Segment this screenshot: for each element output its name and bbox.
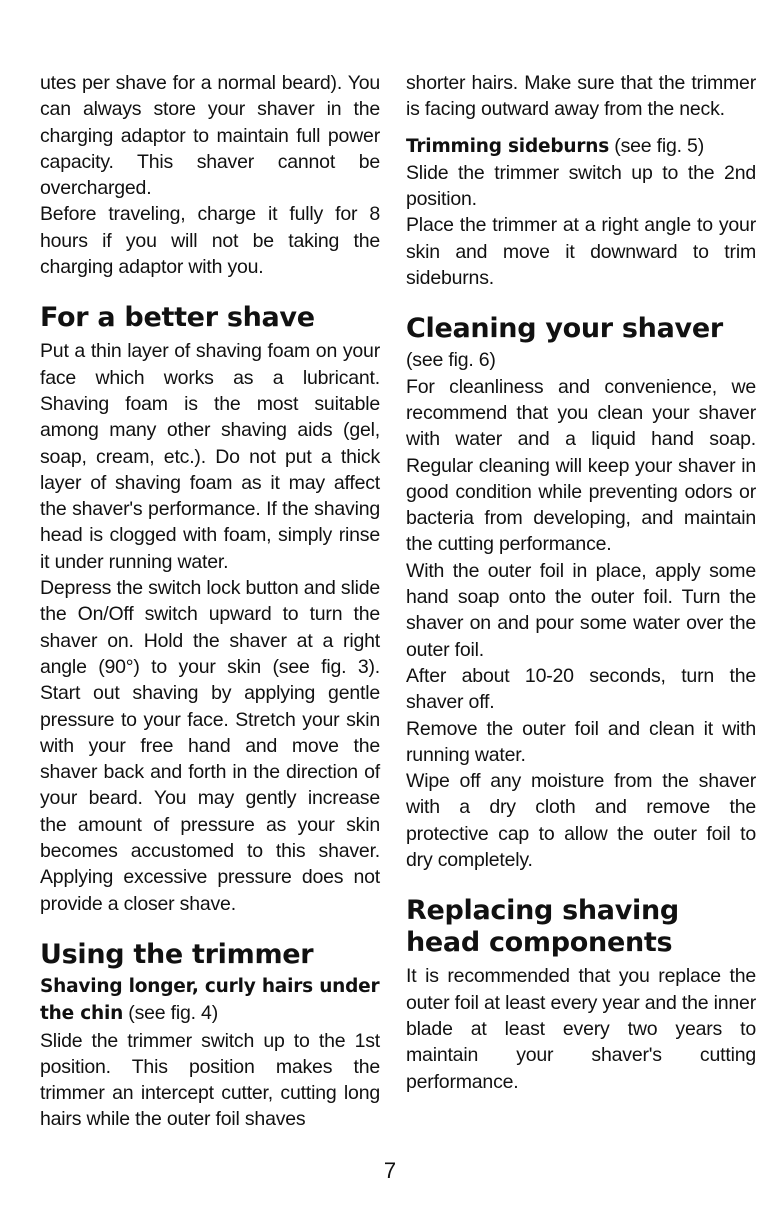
trimmer-paragraph-continued: shorter hairs. Make sure that the trimmer is facing outward away from the neck. xyxy=(406,72,756,121)
subhead-curly-hairs-figure-ref: (see fig. 4) xyxy=(123,1002,219,1025)
better-shave-paragraph-foam: Put a thin layer of shaving foam on your face which works as a lubricant. Shaving foam is the most suitable among many other shaving aids (gel, soap, cream, etc.). Do not put a thick layer of shaving foam as it may affect the shaver's performance. If the shaving head is clogged with foam, simply rinse it under running water. xyxy=(40,340,380,573)
cleaning-paragraph-recommendation: For cleanliness and convenience, we recommend that you clean your shaver with water and a liquid hand soap. Regular cleaning will keep your shaver in good condition while preventing odors or bacteria from developing, and maintain the cutting performance. xyxy=(406,375,756,556)
heading-cleaning-shaver: Cleaning your shaver xyxy=(406,313,723,345)
replacing-paragraph-recommendation: It is recommended that you replace the outer foil at least every year and the inner blade at least every two years to maintain your shaver's cutting performance. xyxy=(406,965,756,1093)
subhead-curly-hairs: Shaving longer, curly hairs under the chin xyxy=(40,975,380,1025)
cleaning-paragraph-remove-foil: Remove the outer foil and clean it with running water. xyxy=(406,717,756,766)
cleaning-figure-ref: (see fig. 6) xyxy=(406,349,496,372)
subhead-sideburns-figure-ref: (see fig. 5) xyxy=(609,134,705,157)
heading-replacing-components: Replacing shaving head components xyxy=(406,895,679,959)
heading-better-shave: For a better shave xyxy=(40,302,315,334)
heading-using-trimmer: Using the trimmer xyxy=(40,938,314,970)
trimmer-paragraph-first-position: Slide the trimmer switch up to the 1st position. This position makes the trimmer an intercept cutter, cutting long hairs while the outer foil shaves xyxy=(40,1029,380,1131)
cleaning-paragraph-dry: Wipe off any moisture from the shaver with a dry cloth and remove the protective cap to allow the outer foil to dry completely. xyxy=(406,770,756,872)
intro-paragraph-traveling: Before traveling, charge it fully for 8 hours if you will not be taking the charging adaptor with you. xyxy=(40,203,380,279)
right-column xyxy=(406,70,756,1095)
cleaning-paragraph-turn-off: After about 10-20 seconds, turn the shaver off. xyxy=(406,664,756,714)
intro-paragraph-storage: utes per shave for a normal beard). You can always store your shaver in the charging adaptor to maintain full power capacity. This shaver cannot be overcharged. xyxy=(40,72,380,200)
better-shave-paragraph-technique: Depress the switch lock button and slide the On/Off switch upward to turn the shaver on. Hold the shaver at a right angle (90°) to your skin (see fig. 3). Start out shaving by applying gentle pressure to your face. Stretch your skin with your free hand and move the shaver back and forth in the direction of your beard. You may gently increase the amount of pressure as your skin becomes accustomed to this shaver. Applying excessive pressure does not provide a closer shave. xyxy=(40,577,380,915)
sideburns-paragraph-second-position: Slide the trimmer switch up to the 2nd position. xyxy=(406,161,756,211)
cleaning-paragraph-soap: With the outer foil in place, apply some hand soap onto the outer foil. Turn the shaver on and pour some water over the outer foil. xyxy=(406,559,756,661)
page-number: 7 xyxy=(383,1158,397,1183)
sideburns-paragraph-angle: Place the trimmer at a right angle to your skin and move it downward to trim sideburns. xyxy=(406,214,756,290)
sideburns-subhead-line xyxy=(406,133,756,160)
subhead-trimming-sideburns: Trimming sideburns xyxy=(406,135,610,157)
trimmer-subhead-line xyxy=(40,973,380,1028)
left-column xyxy=(40,70,380,1133)
